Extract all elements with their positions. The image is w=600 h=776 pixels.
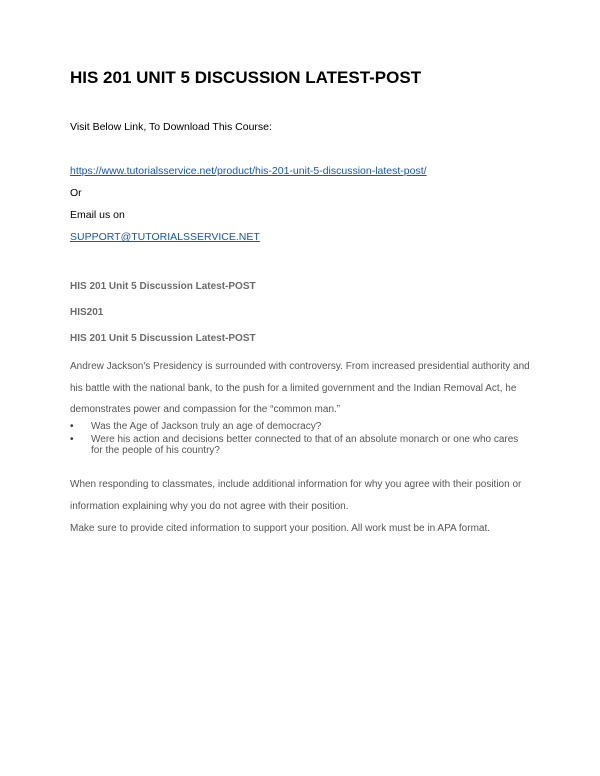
list-item bbox=[70, 421, 530, 432]
body-paragraph-responding: When responding to classmates, include additional information for why you agree with their position or information explaining why you do not agree with their position. bbox=[70, 479, 522, 512]
list-item bbox=[70, 434, 530, 456]
section-heading: HIS 201 Unit 5 Discussion Latest-POST bbox=[70, 281, 256, 292]
question-list bbox=[70, 421, 530, 458]
question-text: Was the Age of Jackson truly an age of democracy? bbox=[91, 421, 322, 432]
course-link[interactable]: https://www.tutorialsservice.net/product/his-201-unit-5-discussion-latest-post/ bbox=[70, 165, 427, 177]
bullet-icon: • bbox=[70, 421, 74, 432]
intro-text: Visit Below Link, To Download This Course: bbox=[70, 121, 272, 133]
email-label: Email us on bbox=[70, 209, 125, 221]
body-paragraph-jackson: Andrew Jackson's Presidency is surrounded with controversy. From increased presidential authority and his battle with the national bank, to the push for a limited government and the Indian Removal Act, he demonstrates power and compassion for the “common man.” bbox=[70, 361, 530, 415]
course-code: HIS201 bbox=[70, 307, 104, 318]
email-link[interactable]: SUPPORT@TUTORIALSSERVICE.NET bbox=[70, 231, 260, 243]
body-paragraph-citations: Make sure to provide cited information to support your position. All work must be in APA format. bbox=[70, 523, 491, 534]
section-subheading: HIS 201 Unit 5 Discussion Latest-POST bbox=[70, 333, 256, 344]
or-text: Or bbox=[70, 187, 82, 199]
document-title: HIS 201 UNIT 5 DISCUSSION LATEST-POST bbox=[70, 68, 422, 87]
bullet-icon: • bbox=[70, 434, 74, 445]
question-text: Were his action and decisions better connected to that of an absolute monarch or one who cares for the people of his country? bbox=[91, 434, 519, 456]
